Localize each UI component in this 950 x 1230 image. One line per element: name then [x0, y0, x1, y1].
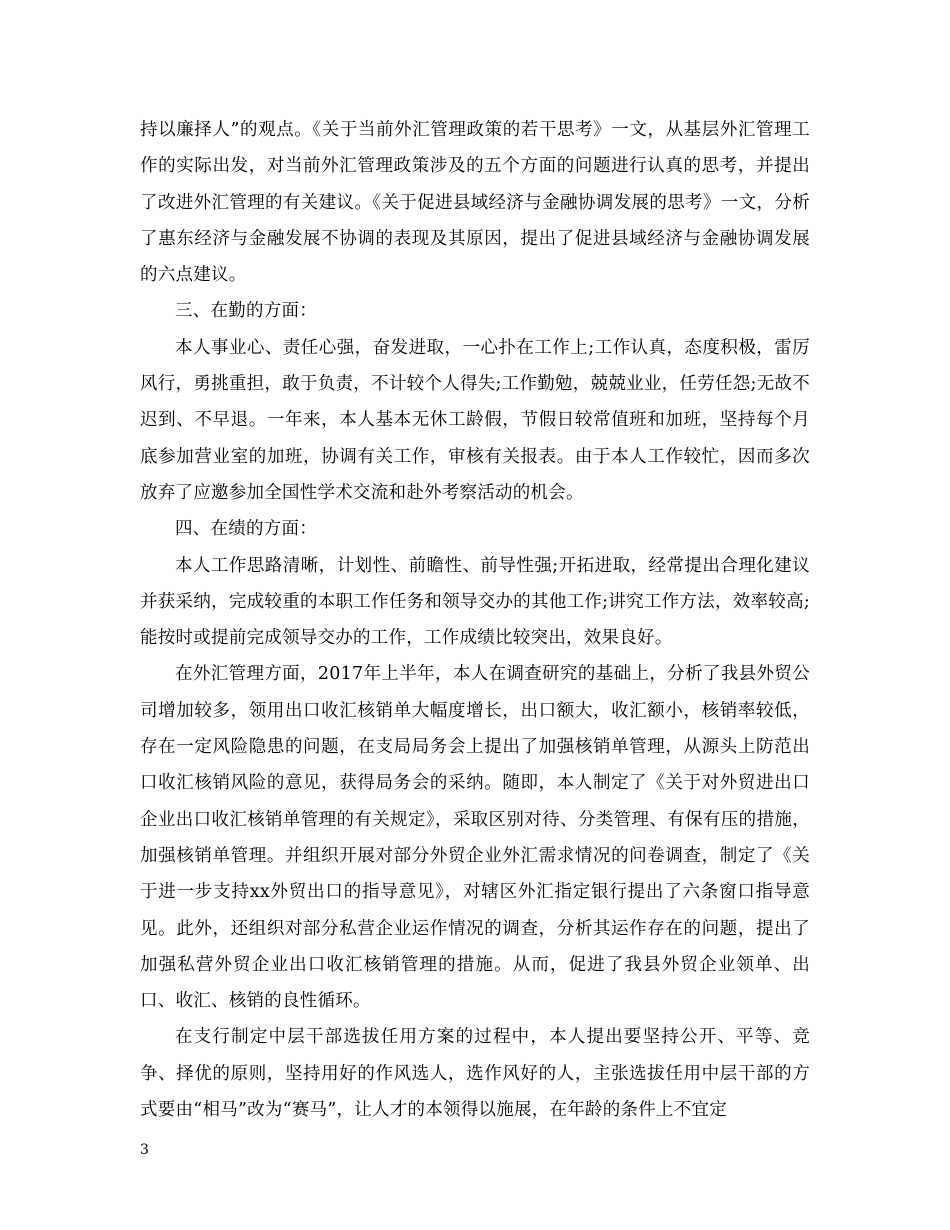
- paragraph-forex-management: 在外汇管理方面，2017年上半年，本人在调查研究的基础上，分析了我县外贸公司增加较多，领用出口收汇核销单大幅度增长，出口额大，收汇额小，核销率较低，存在一定风险隐患的问题，在支局局务会上提出了加强核销单管理，从源头上防范出口收汇核销风险的意见，获得局务会的采纳。随即，本人制定了《关于对外贸进出口企业出口收汇核销单管理的有关规定》，采取区别对待、分类管理、有保有压的措施，加强核销单管理。并组织开展对部分外贸企业外汇需求情况的问卷调查，制定了《关于进一步支持xx外贸出口的指导意见》，对辖区外汇指定银行提出了六条窗口指导意见。此外，还组织对部分私营企业运作情况的调查，分析其运作存在的问题，提出了加强私营外贸企业出口收汇核销管理的措施。从而，促进了我县外贸企业领单、出口、收汇、核销的良性循环。: [140, 664, 810, 1012]
- paragraph-performance: 本人工作思路清晰，计划性、前瞻性、前导性强;开拓进取，经常提出合理化建议并获采纳，完成较重的本职工作任务和领导交办的其他工作;讲究工作方法，效率较高;能按时或提前完成领导交办的工作，工作成绩比较突出，效果良好。: [140, 555, 810, 649]
- paragraph-cadre-selection: 在支行制定中层干部选拔任用方案的过程中，本人提出要坚持公开、平等、竞争、择优的原则，坚持用好的作风选人，选作风好的人，主张选拔任用中层干部的方式要由“相马”改为“赛马”，让人才的本领得以施展，在年龄的条件上不宜定: [140, 1027, 810, 1121]
- document-body: [140, 112, 810, 1128]
- paragraph-diligence: 本人事业心、责任心强，奋发进取，一心扑在工作上;工作认真，态度积极，雷厉风行，勇挑重担，敢于负责，不计较个人得失;工作勤勉，兢兢业业，任劳任怨;无故不迟到、不早退。一年来，本人基本无休工龄假，节假日较常值班和加班，坚持每个月底参加营业室的加班，协调有关工作，审核有关报表。由于本人工作较忙，因而多次放弃了应邀参加全国性学术交流和赴外考察活动的机会。: [140, 337, 810, 503]
- paragraph-continuation: 持以廉择人”的观点。《关于当前外汇管理政策的若干思考》一文，从基层外汇管理工作的实际出发，对当前外汇管理政策涉及的五个方面的问题进行认真的思考，并提出了改进外汇管理的有关建议。《关于促进县域经济与金融协调发展的思考》一文，分析了惠东经济与金融发展不协调的表现及其原因，提出了促进县域经济与金融协调发展的六点建议。: [140, 120, 810, 286]
- page-number: 3: [140, 1142, 149, 1158]
- section-heading-performance: 四、在绩的方面：: [175, 519, 317, 540]
- section-heading-diligence: 三、在勤的方面：: [175, 301, 317, 322]
